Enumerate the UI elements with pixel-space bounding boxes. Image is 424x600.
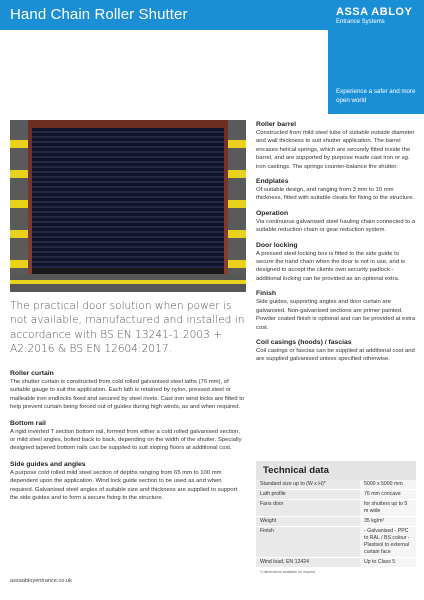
section-title: Bottom rail: [10, 419, 46, 427]
section-body: Side guides, supporting angles and door curtain are galvanised. Non-galvanised sections are primer painted. Powder coated finish is optional and can be provided at extra cost.: [256, 299, 416, 331]
section-title: Operation: [256, 209, 289, 217]
section-coil-casings: [256, 338, 416, 364]
brand-subtitle: Entrance Systems: [336, 19, 385, 25]
table-key: Fans door: [256, 500, 360, 516]
table-row: [256, 480, 416, 490]
brand-logo: ASSA ABLOY: [336, 6, 413, 18]
section-body: A pressed steel locking box is fitted to the side guide to secure the hand chain when the door is not in use, and is designed to accept the clients own security padlock - additional locking can be provided as an optional extra.: [256, 250, 406, 282]
section-door-locking: [256, 241, 416, 284]
section-title: Finish: [256, 290, 277, 298]
section-title: Roller barrel: [256, 121, 297, 128]
table-value: Up to Class 5: [360, 558, 416, 567]
table-value: 76 mm concave: [360, 490, 416, 499]
section-title: Door locking: [256, 241, 298, 249]
section-title: Roller curtain: [10, 370, 54, 377]
section-roller-curtain: [10, 369, 246, 412]
table-key: Standard size up to (W x H)*: [256, 480, 360, 489]
table-footnote: *) dimensions available on request: [260, 570, 315, 574]
intro-text: The practical door solution when power is not available, manufactured and installed in accordance with BS EN 13241-1:2003 + A2:2016 & BS EN 12604:2017.: [10, 300, 245, 355]
section-bottom-rail: [10, 419, 246, 453]
table-key: Finish: [256, 527, 360, 557]
table-row: [256, 527, 416, 558]
section-body: A rigid inverted T section bottom rail, formed from either a cold rolled galvanised section, or mild steel angles, bolted back to back, depending on the width of the shutter. Specially designed tapered bottom rails can be supplied to suit sloping floors at additional cost.: [10, 428, 242, 452]
table-value: - Galvanised - PPC to RAL / BS colour - Plastisol to external curtain face: [360, 527, 416, 557]
table-value: for shutters up to 5 m wide: [360, 500, 416, 516]
table-row: [256, 490, 416, 500]
section-title: Endplates: [256, 178, 289, 186]
section-side-guides: [10, 460, 246, 503]
table-key: Lath profile: [256, 490, 360, 499]
section-body: The shutter curtain is constructed from cold rolled galvanised steel laths (76 mm), of suitable gauge to suit the application. Each lath is retained by nylon, pressed steel or malleable iron endlocks fixed and secured by steel rivets. Cast iron wind locks are fitted to help prevent curtain being forced out of guides during high winds, as and when required.: [10, 379, 245, 411]
technical-data-table: [256, 461, 416, 576]
page-title: Hand Chain Roller Shutter: [10, 6, 188, 23]
technical-data-title: Technical data: [256, 461, 416, 480]
table-key: Weight: [256, 517, 360, 526]
table-key: Wind load, EN 12424: [256, 558, 360, 567]
table-value: 5000 x 5000 mm: [360, 480, 416, 489]
brand-block: [328, 0, 424, 114]
section-body: Coil casings or fascias can be supplied at additional cost and are supplied galvanised unless specified otherwise.: [256, 347, 415, 363]
section-finish: [256, 289, 416, 332]
shutter-curtain: [32, 128, 224, 268]
table-row: [256, 500, 416, 517]
right-column: [256, 120, 416, 364]
section-title: Side guides and angles: [10, 460, 86, 468]
section-body: A purpose cold rolled mild steel section of depths ranging from 65 mm to 100 mm dependent upon the application. Wind lock guide section to be used as and when required. Galvanised steel angles of suitable size and thickness are supplied to support the side guides and to form a secure fixing to the structure.: [10, 469, 238, 502]
tagline: Experience a safer and more open world: [336, 88, 416, 104]
table-row: [256, 517, 416, 527]
section-operation: [256, 209, 416, 235]
roller-shutter-photo: [10, 120, 246, 292]
section-endplates: [256, 177, 416, 203]
table-value: 35 kg/m²: [360, 517, 416, 526]
left-column: [10, 369, 246, 502]
section-body: Constructed from mild steel tube of suitable outside diameter and wall thickness to suit shutter application. The barrel encases helical springs, which are securely fitted inside the barrel, and are supported by purpose made cast iron or sg. iron castings. The springs counter-balance the shutter.: [256, 130, 415, 170]
section-roller-barrel: [256, 120, 416, 171]
section-body: Of suitable design, and ranging from 3 mm to 10 mm thickness, fitted with suitable cleats for fixing to the structure.: [256, 187, 415, 202]
table-row: [256, 558, 416, 568]
section-title: Coil casings (hoods) / fascias: [256, 338, 352, 346]
section-body: Via continuous galvanised steel hauling chain connected to a suitable reduction chain or gear reduction system.: [256, 218, 416, 234]
footer-url[interactable]: assaabloyentrance.co.uk: [10, 578, 72, 584]
